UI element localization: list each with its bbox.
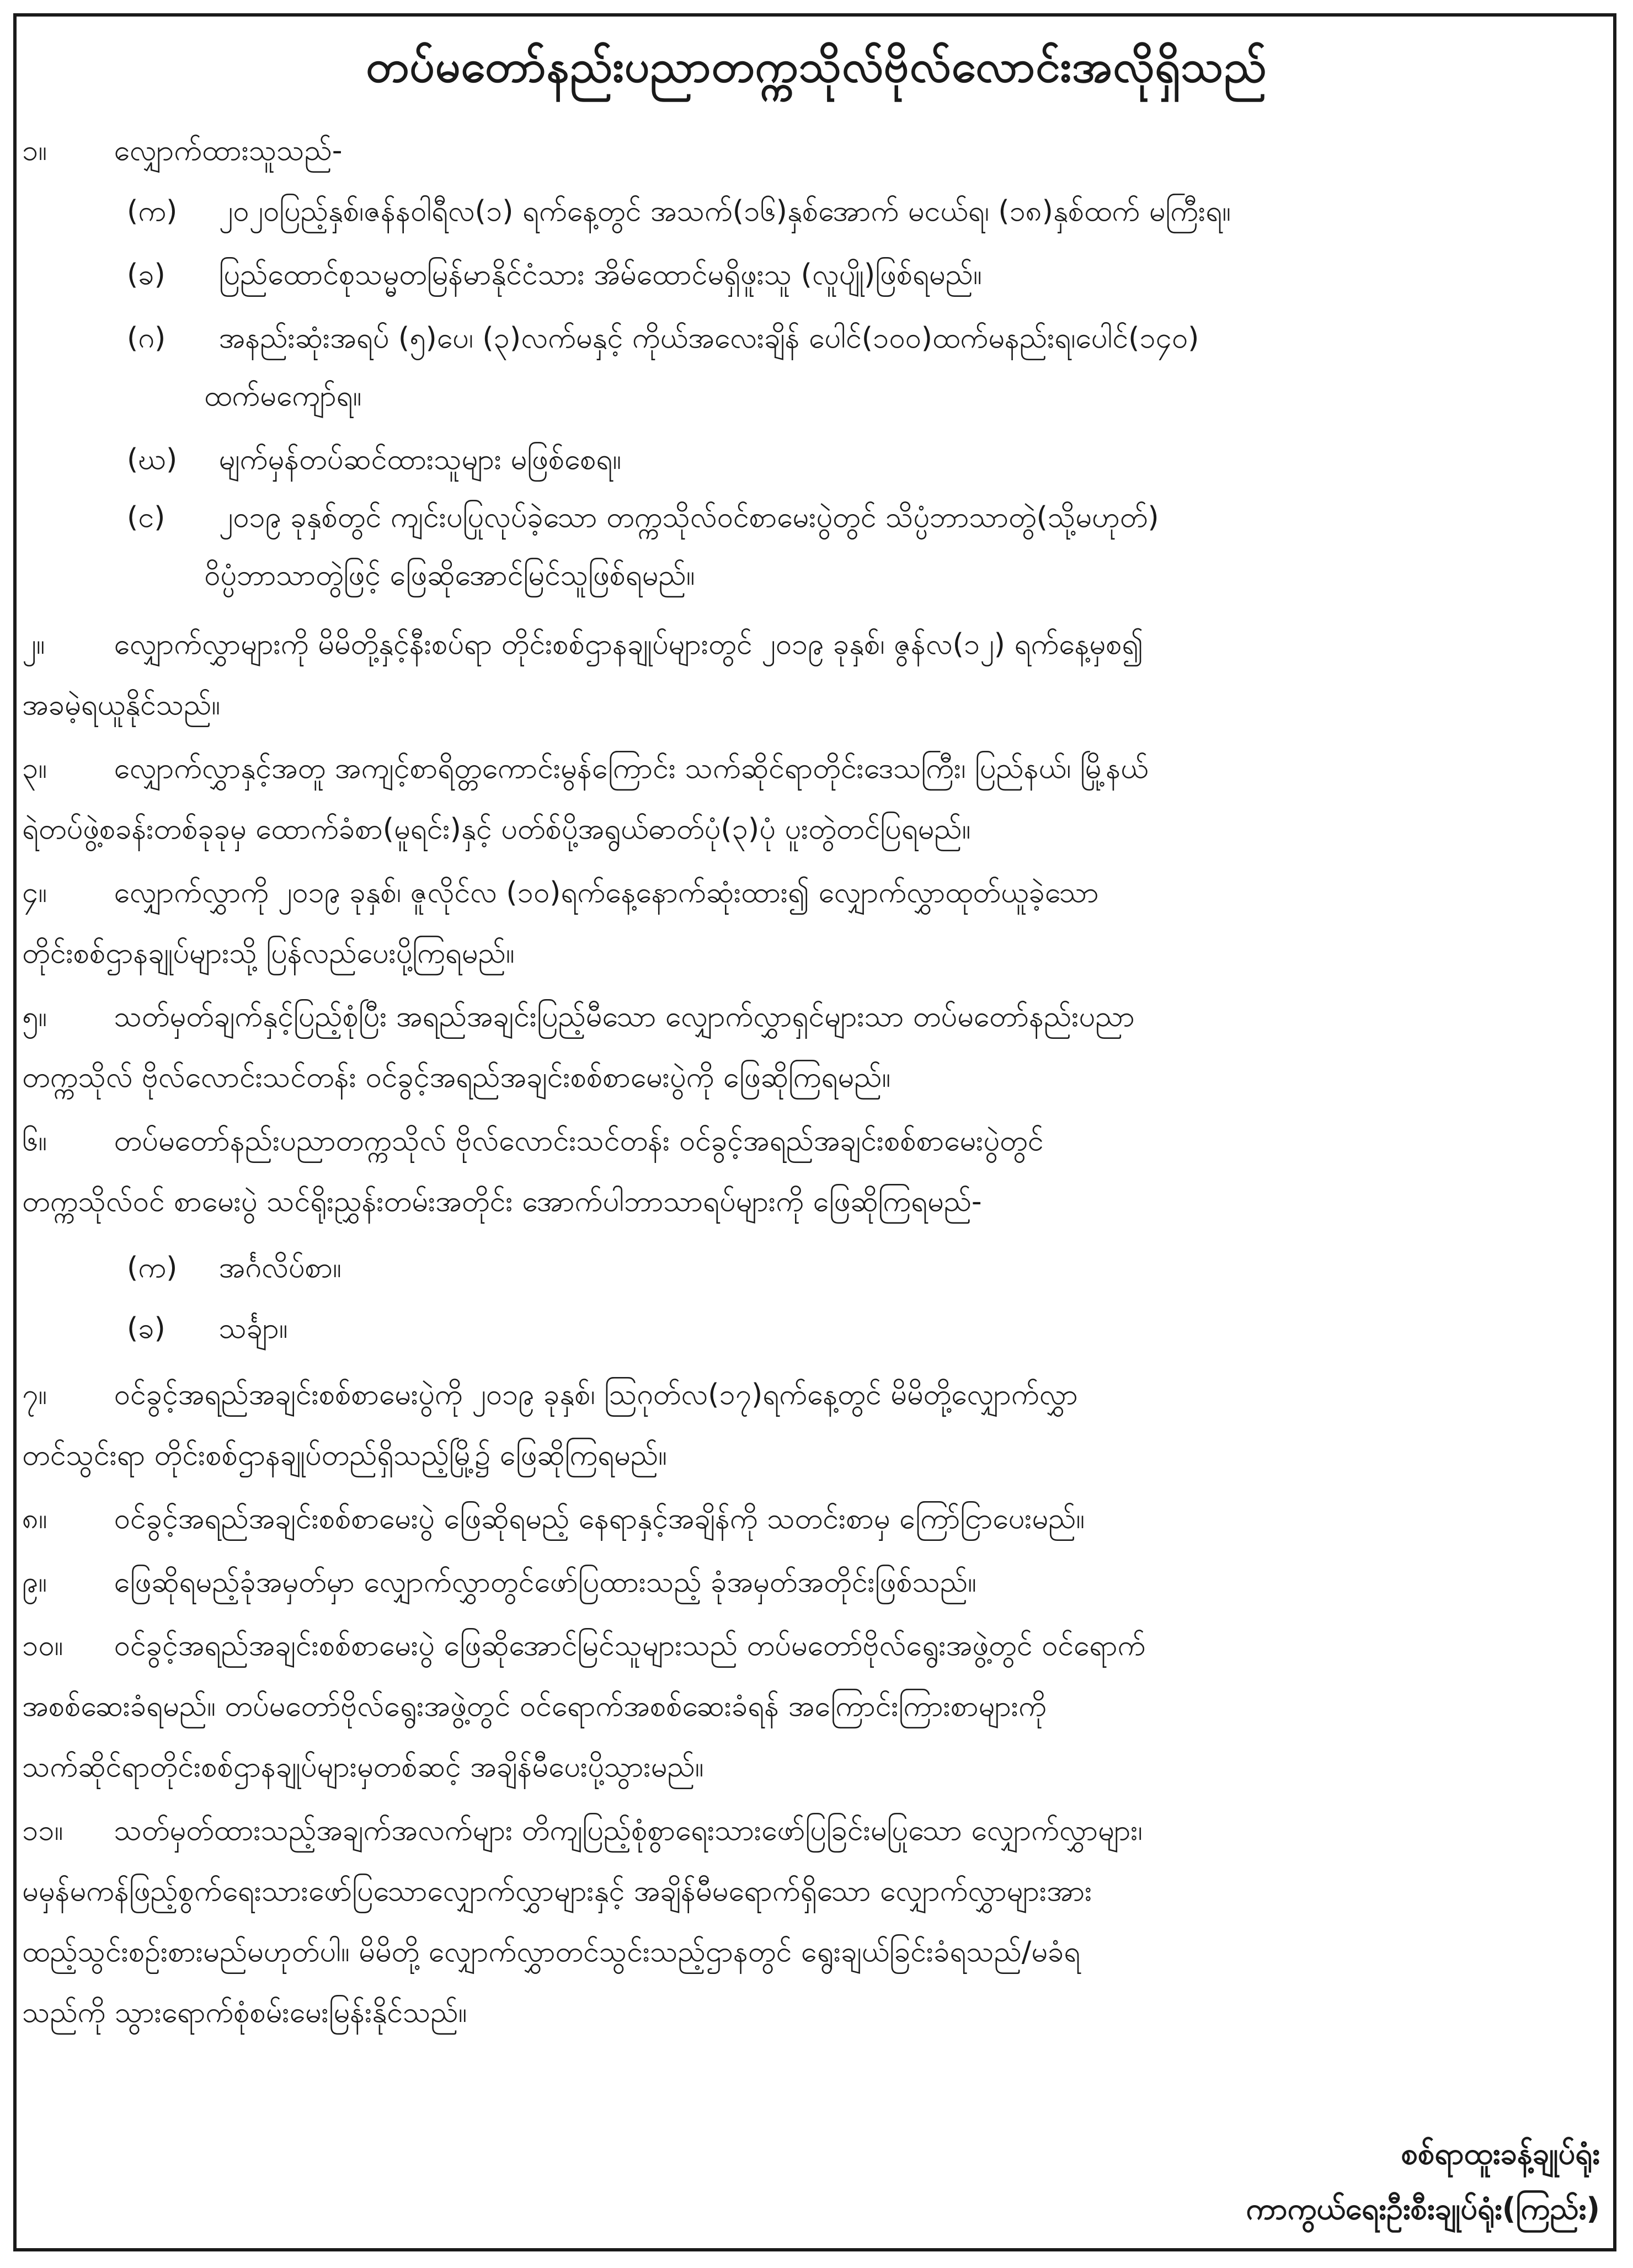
paragraph-8: [22, 1501, 1085, 1537]
paragraph-number: ၂။: [22, 628, 45, 661]
paragraph-10-cont: အစစ်ဆေးခံရမည်။ တပ်မတော်ဗိုလ်ရွေးအဖွဲ့တွင် ဝင်ရောက်အစစ်ဆေးခံရန် အကြောင်းကြားစာများကို: [22, 1690, 1047, 1723]
paragraph-text: လျှောက်ထားသူသည်-: [114, 134, 343, 167]
paragraph-2: [22, 626, 1143, 663]
paragraph-number: ၉။: [22, 1566, 47, 1599]
list-label: (ဂ): [127, 322, 166, 355]
paragraph-text: လျှောက်လွှာနှင့်အတူ အကျင့်စာရိတ္တကောင်းမွန်ကြောင်း သက်ဆိုင်ရာတိုင်းဒေသကြီး၊ ပြည်နယ်၊ မြို့နယ်: [114, 752, 1149, 785]
paragraph-text: ဝင်ခွင့်အရည်အချင်းစစ်စာမေးပွဲ ဖြေဆိုရမည့် နေရာနှင့်အချိန်ကို သတင်းစာမှ ကြော်ငြာပေးမည်။: [114, 1502, 1085, 1535]
paragraph-text: လျှောက်လွှာများကို မိမိတို့နှင့်နီးစပ်ရာ တိုင်းစစ်ဌာနချုပ်များတွင် ၂၀၁၉ ခုနှစ်၊ ဇွန်လ(၁၂) ရက်နေ့မှစ၍: [114, 628, 1144, 661]
list-text: ပြည်ထောင်စုသမ္မတမြန်မာနိုင်ငံသား အိမ်ထောင်မရှိဖူးသူ (လူပျို)ဖြစ်ရမည်။: [218, 258, 982, 291]
list-text: သင်္ချာ။: [218, 1312, 288, 1345]
paragraph-11-cont3: သည်ကို သွားရောက်စုံစမ်းမေးမြန်းနိုင်သည်။: [22, 1996, 467, 2029]
list-text: ၂၀၂၀ပြည့်နှစ်၊ဇန်နဝါရီလ(၁) ရက်နေ့တွင် အသက်(၁၆)နှစ်အောက် မငယ်ရ၊ (၁၈)နှစ်ထက် မကြီးရ။: [218, 195, 1231, 228]
paragraph-10-cont2: သက်ဆိုင်ရာတိုင်းစစ်ဌာနချုပ်များမှတစ်ဆင့် အချိန်မီပေးပို့သွားမည်။: [22, 1751, 704, 1784]
paragraph-9: [22, 1564, 976, 1600]
paragraph-4: [22, 874, 1099, 911]
page-title: တပ်မတော်နည်းပညာတက္ကသိုလ်ဗိုလ်လောင်းအလိုရှိသည်: [366, 41, 1267, 92]
signature-command: ကာကွယ်ရေးဦးစီးချုပ်ရုံး(ကြည်း): [1246, 2191, 1600, 2226]
paragraph-number: ၄။: [22, 876, 47, 909]
paragraph-number: ၆။: [22, 1124, 47, 1157]
list-item-b: [127, 257, 982, 293]
paragraph-6-cont: တက္ကသိုလ်ဝင် စာမေးပွဲ သင်ရိုးညွှန်းတမ်းအတိုင်း အောက်ပါဘာသာရပ်များကို ဖြေဆိုကြရမည်-: [22, 1185, 982, 1218]
paragraph-text: ဝင်ခွင့်အရည်အချင်းစစ်စာမေးပွဲကို ၂၀၁၉ ခုနှစ်၊ သြဂုတ်လ(၁၇)ရက်နေ့တွင် မိမိတို့လျှောက်လွှာ: [114, 1378, 1078, 1411]
list-text: အင်္ဂလိပ်စာ။: [218, 1251, 341, 1284]
list-text: အနည်းဆုံးအရပ် (၅)ပေ၊ (၃)လက်မနှင့် ကိုယ်အလေးချိန် ပေါင်(၁၀၀)ထက်မနည်းရ၊ပေါင်(၁၄၀): [218, 322, 1199, 355]
list-text: ၂၀၁၉ ခုနှစ်တွင် ကျင်းပပြုလုပ်ခဲ့သော တက္ကသိုလ်ဝင်စာမေးပွဲတွင် သိပ္ပံဘာသာတွဲ(သို့မဟုတ်): [218, 501, 1159, 534]
list-label: (ခ): [127, 258, 166, 291]
paragraph-number: ၈။: [22, 1502, 47, 1535]
list-label: (က): [127, 195, 178, 228]
paragraph-5: [22, 999, 1135, 1035]
paragraph-text: ဖြေဆိုရမည့်ခုံအမှတ်မှာ လျှောက်လွှာတွင်ဖော်ပြထားသည့် ခုံအမှတ်အတိုင်းဖြစ်သည်။: [114, 1566, 976, 1599]
paragraph-number: ၁၀။: [22, 1629, 63, 1662]
paragraph-4-cont: တိုင်းစစ်ဌာနချုပ်များသို့ ပြန်လည်ပေးပို့ကြရမည်။: [22, 937, 515, 970]
paragraph-11-cont: မမှန်မကန်ဖြည့်စွက်ရေးသားဖော်ပြသောလျှောက်လွှာများနှင့် အချိန်မီမရောက်ရှိသော လျှောက်လွှာများအား: [22, 1875, 1092, 1908]
paragraph-number: ၅။: [22, 1000, 47, 1033]
paragraph-11-cont2: ထည့်သွင်းစဉ်းစားမည်မဟုတ်ပါ။ မိမိတို့ လျှောက်လွှာတင်သွင်းသည့်ဌာနတွင် ရွေးချယ်ခြင်းခံရသည်/မခံရ: [22, 1935, 1081, 1968]
list-item-c-cont: ထက်မကျော်ရ။: [204, 380, 362, 413]
paragraph-3-cont: ရဲတပ်ဖွဲ့စခန်းတစ်ခုခုမှ ထောက်ခံစာ(မူရင်း)နှင့် ပတ်စ်ပို့အရွယ်ဓာတ်ပုံ(၃)ပုံ ပူးတွဲတင်ပြရမည်။: [22, 813, 971, 846]
signature-office: စစ်ရာထူးခန့်ချုပ်ရုံး: [1401, 2136, 1600, 2171]
paragraph-number: ၁၁။: [22, 1814, 63, 1847]
list-item-e: [127, 499, 1159, 536]
list-item-e-cont: ဝိပ္ပံဘာသာတွဲဖြင့် ဖြေဆိုအောင်မြင်သူဖြစ်ရမည်။: [204, 559, 695, 592]
paragraph-text: တပ်မတော်နည်းပညာတက္ကသိုလ် ဗိုလ်လောင်းသင်တန်း ဝင်ခွင့်အရည်အချင်းစစ်စာမေးပွဲတွင်: [114, 1124, 1044, 1157]
list-label: (က): [127, 1251, 178, 1284]
paragraph-5-cont: တက္ကသိုလ် ဗိုလ်လောင်းသင်တန်း ဝင်ခွင့်အရည်အချင်းစစ်စာမေးပွဲကို ဖြေဆိုကြရမည်။: [22, 1061, 891, 1094]
paragraph-7: [22, 1376, 1078, 1413]
list-item-math: [127, 1310, 287, 1347]
list-label: (ခ): [127, 1312, 166, 1345]
paragraph-7-cont: တင်သွင်းရာ တိုင်းစစ်ဌာနချုပ်တည်ရှိသည့်မြို့၌ ဖြေဆိုကြရမည်။: [22, 1439, 667, 1472]
paragraph-11: [22, 1812, 1143, 1849]
list-item-d: [127, 441, 621, 478]
paragraph-10: [22, 1627, 1145, 1664]
paragraph-text: သတ်မှတ်ထားသည့်အချက်အလက်များ တိကျပြည့်စုံစွာရေးသားဖော်ပြခြင်းမပြုသော လျှောက်လွှာများ၊: [114, 1814, 1143, 1847]
list-label: (ဃ): [127, 443, 178, 476]
list-text: မျက်မှန်တပ်ဆင်ထားသူများ မဖြစ်စေရ။: [218, 443, 622, 476]
paragraph-text: ဝင်ခွင့်အရည်အချင်းစစ်စာမေးပွဲ ဖြေဆိုအောင်မြင်သူများသည် တပ်မတော်ဗိုလ်ရွေးအဖွဲ့တွင် ဝင်ရောက်: [114, 1629, 1146, 1662]
paragraph-text: သတ်မှတ်ချက်နှင့်ပြည့်စုံပြီး အရည်အချင်းပြည့်မီသော လျှောက်လွှာရှင်များသာ တပ်မတော်နည်းပညာ: [114, 1000, 1135, 1033]
list-item-english: [127, 1250, 341, 1286]
paragraph-6: [22, 1123, 1043, 1159]
paragraph-2-cont: အခမဲ့ရယူနိုင်သည်။: [22, 689, 221, 722]
list-item-a: [127, 193, 1231, 230]
list-label: (င): [127, 501, 166, 534]
paragraph-3: [22, 750, 1149, 787]
paragraph-number: ၇။: [22, 1378, 47, 1411]
paragraph-1: [22, 132, 342, 169]
paragraph-number: ၃။: [22, 752, 47, 785]
paragraph-number: ၁။: [22, 134, 47, 167]
paragraph-text: လျှောက်လွှာကို ၂၀၁၉ ခုနှစ်၊ ဇူလိုင်လ (၁၀)ရက်နေ့နောက်ဆုံးထား၍ လျှောက်လွှာထုတ်ယူခဲ့သော: [114, 876, 1099, 909]
list-item-c: [127, 320, 1199, 356]
